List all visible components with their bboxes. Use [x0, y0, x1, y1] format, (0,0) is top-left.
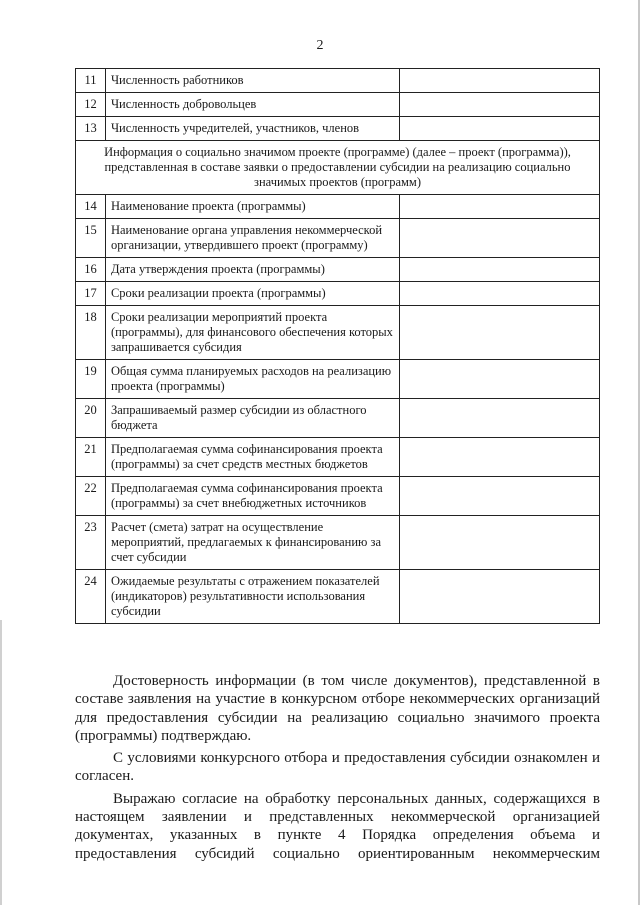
row-number: 13 — [76, 117, 106, 141]
row-label: Общая сумма планируемых расходов на реализацию проекта (программы) — [105, 360, 400, 399]
row-label: Численность работников — [105, 69, 400, 93]
table-row — [76, 438, 600, 477]
row-label: Сроки реализации проекта (программы) — [105, 282, 400, 306]
row-number: 12 — [76, 93, 106, 117]
row-number: 22 — [76, 477, 106, 516]
row-label: Дата утверждения проекта (программы) — [105, 258, 400, 282]
table-row — [76, 258, 600, 282]
table-row — [76, 516, 600, 570]
row-label: Предполагаемая сумма софинансирования проекта (программы) за счет внебюджетных источников — [105, 477, 400, 516]
paragraph-consent: Выражаю согласие на обработку персональных данных, содержащихся в настоящем заявлении и представленных некоммерческой организацией документах, указанных в пункте 4 Порядка определения объема и предоставления субсидий социально ориентированным некоммерческим — [75, 790, 600, 862]
row-number: 18 — [76, 306, 106, 360]
row-value-cell[interactable] — [400, 117, 600, 141]
row-value-cell[interactable] — [400, 219, 600, 258]
table-row — [76, 69, 600, 93]
row-label: Наименование органа управления некоммерческой организации, утвердившего проект (программу) — [105, 219, 400, 258]
table-row — [76, 282, 600, 306]
page-number: 2 — [316, 38, 324, 53]
row-label: Запрашиваемый размер субсидии из областного бюджета — [105, 399, 400, 438]
row-value-cell[interactable] — [400, 306, 600, 360]
row-label: Численность добровольцев — [105, 93, 400, 117]
table-row — [76, 306, 600, 360]
row-label: Предполагаемая сумма софинансирования проекта (программы) за счет средств местных бюджетов — [105, 438, 400, 477]
row-number: 19 — [76, 360, 106, 399]
row-number: 21 — [76, 438, 106, 477]
row-label: Ожидаемые результаты с отражением показателей (индикаторов) результативности использования субсидии — [105, 570, 400, 624]
table-row — [76, 399, 600, 438]
row-value-cell[interactable] — [400, 282, 600, 306]
table-row — [76, 219, 600, 258]
paragraph-conditions: С условиями конкурсного отбора и предоставления субсидии ознакомлен и согласен. — [75, 750, 600, 785]
row-label: Сроки реализации мероприятий проекта (программы), для финансового обеспечения которых запрашивается субсидия — [105, 306, 400, 360]
row-value-cell[interactable] — [400, 258, 600, 282]
row-value-cell[interactable] — [400, 477, 600, 516]
row-number: 14 — [76, 195, 106, 219]
row-value-cell[interactable] — [400, 570, 600, 624]
application-form-table — [75, 68, 600, 624]
row-number: 17 — [76, 282, 106, 306]
row-number: 24 — [76, 570, 106, 624]
row-number: 15 — [76, 219, 106, 258]
row-number: 20 — [76, 399, 106, 438]
row-value-cell[interactable] — [400, 438, 600, 477]
row-value-cell[interactable] — [400, 399, 600, 438]
row-label: Расчет (смета) затрат на осуществление мероприятий, предлагаемых к финансированию за счет субсидии — [105, 516, 400, 570]
row-label: Наименование проекта (программы) — [105, 195, 400, 219]
scan-edge-left — [0, 620, 2, 905]
table-row — [76, 570, 600, 624]
row-number: 23 — [76, 516, 106, 570]
row-value-cell[interactable] — [400, 93, 600, 117]
table-row — [76, 195, 600, 219]
section-header-row — [76, 141, 600, 195]
row-value-cell[interactable] — [400, 195, 600, 219]
table-row — [76, 477, 600, 516]
row-value-cell[interactable] — [400, 69, 600, 93]
paragraph-authenticity: Достоверность информации (в том числе документов), представленной в составе заявления на участие в конкурсном отборе некоммерческих организаций для предоставления субсидии на реализацию социально значимого проекта (программы) подтверждаю. — [75, 673, 600, 744]
table-row — [76, 360, 600, 399]
row-value-cell[interactable] — [400, 516, 600, 570]
table-row — [76, 93, 600, 117]
row-label: Численность учредителей, участников, членов — [105, 117, 400, 141]
table-row — [76, 117, 600, 141]
row-number: 16 — [76, 258, 106, 282]
declaration-text — [75, 672, 600, 867]
row-value-cell[interactable] — [400, 360, 600, 399]
row-number: 11 — [76, 69, 106, 93]
section-header: Информация о социально значимом проекте (программе) (далее – проект (программа)), представленная в составе заявки о предоставлении субсидии на реализацию социально значимых проектов (программ) — [76, 141, 600, 195]
